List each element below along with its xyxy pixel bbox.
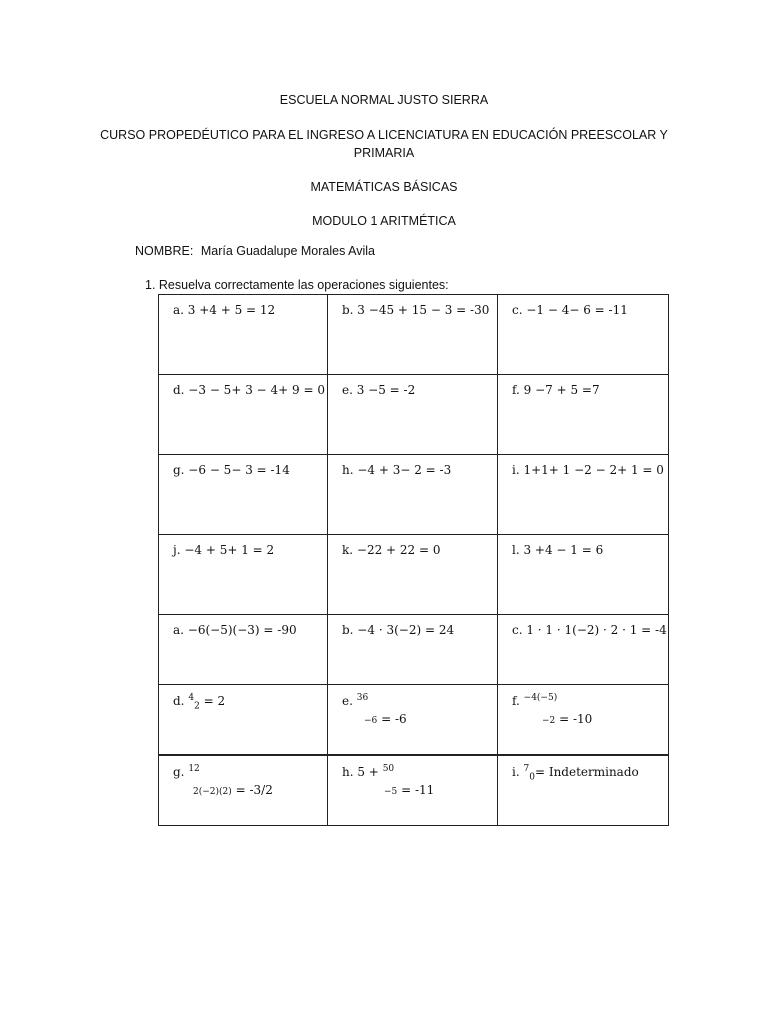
cell-h1: h. −4 + 3− 2 = -3: [328, 455, 498, 535]
cell-d2-sub: 2: [194, 701, 200, 712]
cell-g2-result: = -3/2: [235, 782, 273, 797]
cell-e2-result: = -6: [381, 712, 407, 726]
cell-i2-prefix: i.: [512, 764, 520, 779]
cell-i2-sub: 0: [529, 771, 535, 782]
table-row: [159, 535, 669, 615]
cell-d2-result: = 2: [203, 694, 226, 708]
cell-b1: b. 3 −45 + 15 − 3 = -30: [328, 295, 498, 375]
cell-d2: [159, 685, 328, 755]
cell-g2-prefix: g.: [173, 764, 185, 779]
cell-d2-prefix: d.: [173, 694, 185, 708]
cell-h2-denominator-line: [342, 783, 497, 797]
cell-h2-prefix: h. 5 +: [342, 764, 379, 779]
table-row: [159, 685, 669, 755]
cell-e2: [328, 685, 498, 755]
instruction-text: 1. Resuelva correctamente las operaciones siguientes:: [145, 278, 449, 292]
cell-d2-sup: 4: [188, 693, 195, 703]
cell-j1: j. −4 + 5+ 1 = 2: [159, 535, 328, 615]
cell-f1: f. 9 −7 + 5 =7: [498, 375, 669, 455]
cell-f2-sub: −2: [542, 716, 556, 726]
cell-a2: a. −6(−5)(−3) = -90: [159, 615, 328, 685]
cell-f2-denominator-line: [512, 712, 668, 726]
cell-g2-sub: 2(−2)(2): [193, 786, 232, 797]
cell-i2: [498, 755, 669, 826]
table-row: [159, 615, 669, 685]
cell-e1: e. 3 −5 = -2: [328, 375, 498, 455]
operations-table: [158, 294, 669, 826]
cell-h2-sup: 50: [382, 763, 395, 774]
table-row: [159, 755, 669, 826]
cell-i2-result: = Indeterminado: [534, 764, 639, 779]
cell-c2: c. 1 · 1 · 1(−2) · 2 · 1 = -4: [498, 615, 669, 685]
cell-i1: i. 1+1+ 1 −2 − 2+ 1 = 0: [498, 455, 669, 535]
student-name: María Guadalupe Morales Avila: [200, 244, 375, 258]
cell-g2: [159, 755, 328, 826]
cell-g2-denominator-line: [173, 783, 327, 797]
cell-l1: l. 3 +4 − 1 = 6: [498, 535, 669, 615]
cell-e2-sub: −6: [364, 716, 378, 726]
table-row: [159, 375, 669, 455]
cell-g2-sup: 12: [188, 763, 200, 774]
cell-f2-sup: −4(−5): [523, 693, 558, 703]
cell-k1: k. −22 + 22 = 0: [328, 535, 498, 615]
cell-c1: c. −1 − 4− 6 = -11: [498, 295, 669, 375]
table-row: [159, 455, 669, 535]
course-title-line2: PRIMARIA: [353, 146, 415, 160]
student-name-line: [135, 244, 375, 258]
cell-h2-sub: −5: [384, 786, 398, 797]
cell-i2-sup: 7: [523, 763, 530, 774]
subject-title: MATEMÁTICAS BÁSICAS: [310, 180, 458, 194]
school-name: ESCUELA NORMAL JUSTO SIERRA: [279, 93, 489, 107]
cell-h2: [328, 755, 498, 826]
cell-d1: d. −3 − 5+ 3 − 4+ 9 = 0: [159, 375, 328, 455]
name-label: NOMBRE:: [135, 244, 194, 258]
cell-g1: g. −6 − 5− 3 = -14: [159, 455, 328, 535]
cell-e2-denominator-line: [342, 712, 497, 726]
module-title: MODULO 1 ARITMÉTICA: [312, 214, 456, 228]
cell-e2-sup: 36: [356, 693, 369, 703]
cell-e2-prefix: e.: [342, 694, 353, 708]
cell-f2-prefix: f.: [512, 694, 520, 708]
cell-h2-result: = -11: [401, 782, 435, 797]
course-title-line1: CURSO PROPEDÉUTICO PARA EL INGRESO A LICENCIATURA EN EDUCACIÓN PREESCOLAR Y: [100, 128, 668, 142]
cell-f2: [498, 685, 669, 755]
table-row: [159, 295, 669, 375]
cell-a1: a. 3 +4 + 5 = 12: [159, 295, 328, 375]
cell-f2-result: = -10: [559, 712, 593, 726]
cell-b2: b. −4 · 3(−2) = 24: [328, 615, 498, 685]
